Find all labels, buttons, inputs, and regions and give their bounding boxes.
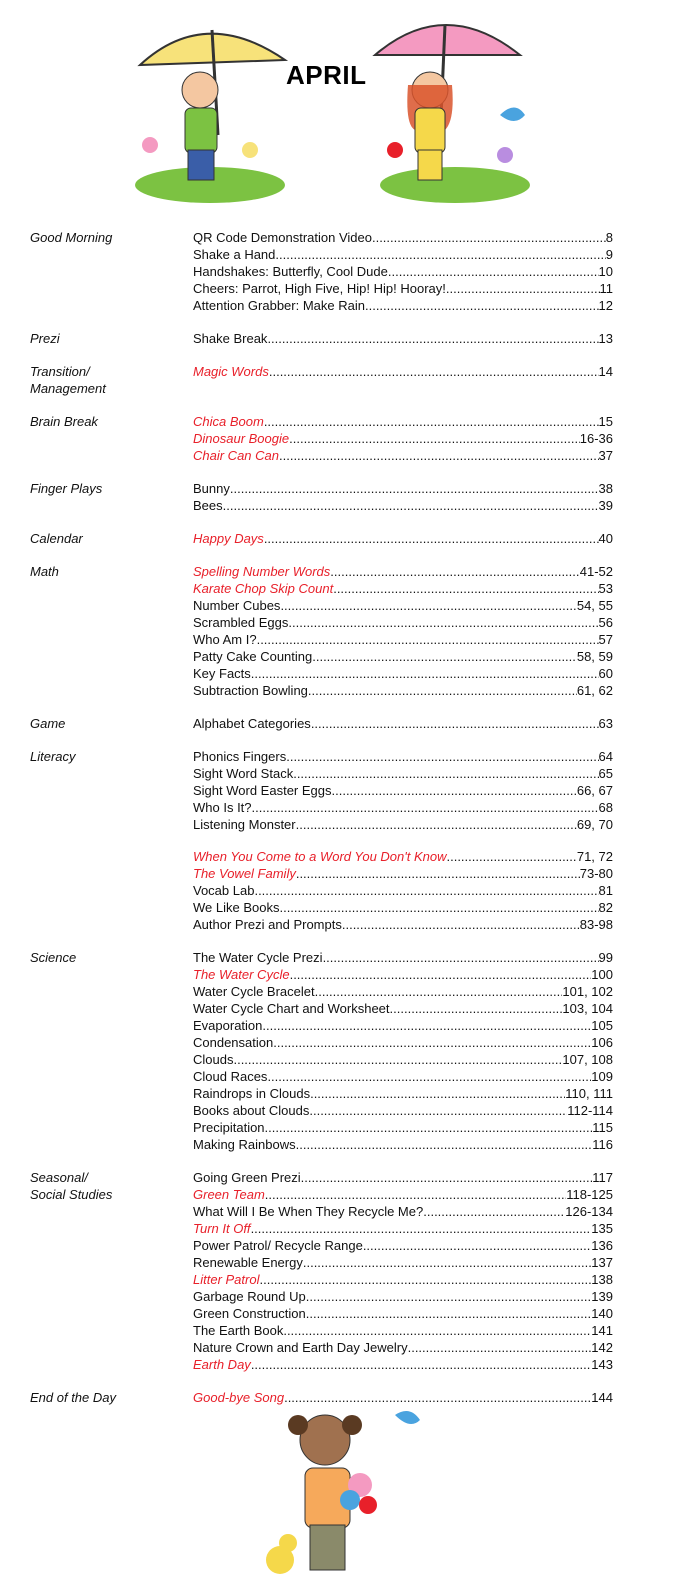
entry-page: 64 [598, 749, 613, 764]
entry-page: 82 [598, 900, 613, 915]
entry-title: Phonics Fingers [193, 749, 287, 764]
dot-leader [230, 480, 599, 497]
girl-with-flowers-illustration [250, 1400, 430, 1582]
entry-page: 16-36 [579, 431, 613, 446]
entry-title: Raindrops in Clouds [193, 1086, 311, 1101]
entry-page: 66, 67 [576, 783, 613, 798]
entry-page: 101, 102 [562, 984, 613, 999]
toc-entry [193, 530, 613, 547]
toc-entry [193, 447, 613, 464]
entry-page: 37 [598, 448, 613, 463]
entry-page: 100 [591, 967, 613, 982]
entry-title: Condensation [193, 1035, 274, 1050]
entry-title: Scrambled Eggs [193, 615, 289, 630]
dot-leader [279, 447, 599, 464]
entry-page: 65 [598, 766, 613, 781]
dot-leader [251, 665, 599, 682]
entry-title: Attention Grabber: Make Rain [193, 298, 365, 313]
toc-entry [193, 263, 613, 280]
dot-leader [446, 848, 576, 865]
entry-page: 109 [591, 1069, 613, 1084]
entry-title: Bees [193, 498, 223, 513]
entry-page: 135 [591, 1221, 613, 1236]
dot-leader [275, 246, 605, 263]
entry-title: Bunny [193, 481, 230, 496]
toc-entry [193, 949, 613, 966]
section-items [193, 563, 613, 699]
toc-entry [193, 280, 613, 297]
toc-entry [193, 430, 613, 447]
entry-title: Earth Day [193, 1357, 251, 1372]
toc-entry [193, 497, 613, 514]
entry-title: Renewable Energy [193, 1255, 303, 1270]
entry-page: 12 [598, 298, 613, 313]
entry-title: Making Rainbows [193, 1137, 296, 1152]
dot-leader [288, 614, 598, 631]
toc-entry [193, 229, 613, 246]
entry-page: 140 [591, 1306, 613, 1321]
dot-leader [273, 1034, 591, 1051]
dot-leader [423, 1203, 565, 1220]
toc-entry [193, 246, 613, 263]
page-title: APRIL [286, 60, 367, 90]
toc-entry [193, 1119, 613, 1136]
toc-entry [193, 631, 613, 648]
toc-entry [193, 648, 613, 665]
entry-page: 8 [605, 230, 613, 245]
dot-leader [283, 1322, 591, 1339]
entry-page: 9 [605, 247, 613, 262]
dot-leader [264, 530, 599, 547]
entry-title: Cheers: Parrot, High Five, Hip! Hip! Hooray! [193, 281, 446, 296]
entry-page: 40 [598, 531, 613, 546]
dot-leader [315, 983, 563, 1000]
toc-section [30, 1169, 620, 1373]
entry-page: 15 [598, 414, 613, 429]
dot-leader [312, 648, 577, 665]
dot-leader [289, 430, 580, 447]
entry-title: What Will I Be When They Recycle Me? [193, 1204, 424, 1219]
dot-leader [259, 1271, 591, 1288]
section-label: Calendar [30, 531, 83, 546]
toc-entry [193, 1169, 613, 1186]
entry-page: 56 [598, 615, 613, 630]
dot-leader [254, 882, 598, 899]
section-label: Good Morning [30, 230, 113, 245]
toc-section [30, 715, 620, 732]
entry-title: Magic Words [193, 364, 269, 379]
entry-title: Cloud Races [193, 1069, 268, 1084]
entry-page: 99 [598, 950, 613, 965]
entry-page: 61, 62 [576, 683, 613, 698]
toc-entry [193, 614, 613, 631]
toc-entry [193, 983, 613, 1000]
section-label: Science [30, 950, 77, 965]
toc-section [30, 949, 620, 1153]
entry-page: 73-80 [579, 866, 613, 881]
dot-leader [293, 765, 598, 782]
dot-leader [301, 1169, 593, 1186]
section-items [193, 748, 613, 933]
entry-page: 58, 59 [576, 649, 613, 664]
toc-entry [193, 1051, 613, 1068]
entry-title: Handshakes: Butterfly, Cool Dude [193, 264, 388, 279]
toc-entry [193, 1305, 613, 1322]
dot-leader [290, 966, 592, 983]
entry-title: The Earth Book [193, 1323, 284, 1338]
entry-title: Listening Monster [193, 817, 296, 832]
dot-leader [286, 748, 598, 765]
dot-leader [388, 263, 599, 280]
dot-leader [296, 865, 580, 882]
toc-entry [193, 480, 613, 497]
dot-leader [280, 597, 576, 614]
entry-title: Precipitation [193, 1120, 265, 1135]
toc-entry [193, 297, 613, 314]
toc-section [30, 413, 620, 464]
entry-page: 126-134 [565, 1204, 613, 1219]
section-label: Math [30, 564, 59, 579]
entry-page: 71, 72 [576, 849, 613, 864]
toc-entry [193, 1186, 613, 1203]
toc-entry [193, 782, 613, 799]
toc-section [30, 530, 620, 547]
toc-entry [193, 1339, 613, 1356]
entry-title: The Vowel Family [193, 866, 296, 881]
toc-entry [193, 580, 613, 597]
toc-entry [193, 1254, 613, 1271]
entry-title: Spelling Number Words [193, 564, 331, 579]
entry-title: Alphabet Categories [193, 716, 311, 731]
entry-title: The Water Cycle [193, 967, 290, 982]
dot-leader [311, 715, 599, 732]
dot-leader [306, 1288, 592, 1305]
toc-entry [193, 413, 613, 430]
entry-page: 60 [598, 666, 613, 681]
entry-title: Who Is It? [193, 800, 252, 815]
toc-entry [193, 665, 613, 682]
section-items [193, 715, 613, 732]
entry-page: 83-98 [579, 917, 613, 932]
entry-title: Sight Word Stack [193, 766, 294, 781]
dot-leader [265, 1186, 566, 1203]
section-items [193, 1169, 613, 1373]
dot-leader [372, 229, 606, 246]
toc-entry [193, 1000, 613, 1017]
toc-entry [193, 966, 613, 983]
toc-entry [193, 848, 613, 865]
toc-entry [193, 1356, 613, 1373]
toc-entry [193, 1068, 613, 1085]
section-label: Prezi [30, 331, 60, 346]
toc-entry [193, 1136, 613, 1153]
entry-page: 141 [591, 1323, 613, 1338]
toc-entry [193, 799, 613, 816]
entry-title: Patty Cake Counting [193, 649, 313, 664]
toc-entry [193, 748, 613, 765]
entry-page: 14 [598, 364, 613, 379]
footer-illustration [250, 1400, 430, 1582]
entry-page: 105 [591, 1018, 613, 1033]
kids-with-umbrellas-illustration [0, 0, 674, 215]
dot-leader [332, 782, 577, 799]
section-items [193, 949, 613, 1153]
dot-leader [251, 1220, 592, 1237]
entry-title: Vocab Lab [193, 883, 255, 898]
toc-entry [193, 865, 613, 882]
dot-leader [365, 297, 599, 314]
entry-page: 142 [591, 1340, 613, 1355]
entry-title: The Water Cycle Prezi [193, 950, 323, 965]
toc-section [30, 563, 620, 699]
entry-page: 63 [598, 716, 613, 731]
dot-leader [267, 330, 598, 347]
toc-entry [193, 715, 613, 732]
entry-page: 110, 111 [565, 1086, 613, 1101]
header-illustration [0, 0, 674, 215]
entry-page: 112-114 [567, 1103, 613, 1118]
toc-entry [193, 1288, 613, 1305]
dot-leader [269, 363, 599, 380]
toc-section [30, 229, 620, 314]
entry-page: 103, 104 [562, 1001, 613, 1016]
toc-entry [193, 1203, 613, 1220]
entry-title: Author Prezi and Prompts [193, 917, 342, 932]
entry-page: 68 [598, 800, 613, 815]
dot-leader [330, 563, 579, 580]
toc-entry [193, 330, 613, 347]
entry-title: Shake a Hand [193, 247, 276, 262]
entry-title: Shake Break [193, 331, 268, 346]
toc-entry [193, 597, 613, 614]
entry-title: Power Patrol/ Recycle Range [193, 1238, 363, 1253]
entry-page: 107, 108 [562, 1052, 613, 1067]
entry-page: 117 [592, 1170, 613, 1185]
dot-leader [265, 1119, 593, 1136]
toc-section [30, 748, 620, 933]
entry-title: Good-bye Song [193, 1390, 285, 1405]
entry-title: We Like Books [193, 900, 280, 915]
toc-entry [193, 1220, 613, 1237]
entry-page: 69, 70 [576, 817, 613, 832]
toc-entry [193, 363, 613, 380]
entry-page: 57 [598, 632, 613, 647]
dot-leader [323, 949, 599, 966]
toc-entry [193, 1034, 613, 1051]
entry-title: Turn It Off [193, 1221, 251, 1236]
entry-page: 144 [591, 1390, 613, 1405]
entry-title: When You Come to a Word You Don't Know [193, 849, 447, 864]
toc-entry [193, 882, 613, 899]
entry-title: QR Code Demonstration Video [193, 230, 372, 245]
entry-page: 41-52 [579, 564, 613, 579]
toc-section [30, 363, 620, 397]
section-label: Brain Break [30, 414, 98, 429]
toc-entry [193, 1271, 613, 1288]
toc-entry [193, 563, 613, 580]
section-label: Game [30, 716, 66, 731]
toc-entry [193, 1085, 613, 1102]
entry-page: 106 [591, 1035, 613, 1050]
entry-page: 10 [598, 264, 613, 279]
dot-leader [310, 1085, 565, 1102]
entry-page: 13 [598, 331, 613, 346]
toc-entry [193, 899, 613, 916]
section-items [193, 229, 613, 314]
entry-page: 53 [598, 581, 613, 596]
entry-title: Green Team [193, 1187, 265, 1202]
dot-leader [252, 799, 599, 816]
dot-leader [306, 1305, 592, 1322]
entry-title: Key Facts [193, 666, 251, 681]
section-label: Finger Plays [30, 481, 103, 496]
section-label: Literacy [30, 749, 76, 764]
entry-title: Clouds [193, 1052, 234, 1067]
entry-title: Happy Days [193, 531, 264, 546]
toc-entry [193, 682, 613, 699]
entry-title: Water Cycle Chart and Worksheet [193, 1001, 390, 1016]
entry-title: Garbage Round Up [193, 1289, 306, 1304]
entry-title: Litter Patrol [193, 1272, 260, 1287]
section-items [193, 413, 613, 464]
dot-leader [408, 1339, 592, 1356]
dot-leader [390, 1000, 563, 1017]
entry-title: Nature Crown and Earth Day Jewelry [193, 1340, 408, 1355]
dot-leader [303, 1254, 591, 1271]
entry-title: Sight Word Easter Eggs [193, 783, 332, 798]
entry-title: Books about Clouds [193, 1103, 310, 1118]
dot-leader [257, 631, 599, 648]
toc-entry [193, 1322, 613, 1339]
entry-title: Subtraction Bowling [193, 683, 308, 698]
section-items [193, 363, 613, 397]
section-label: Seasonal/ Social Studies [30, 1170, 113, 1202]
toc-entry [193, 765, 613, 782]
entry-page: 38 [598, 481, 613, 496]
entry-title: Number Cubes [193, 598, 281, 613]
entry-page: 136 [591, 1238, 613, 1253]
entry-page: 116 [592, 1137, 613, 1152]
toc-entry [193, 1102, 613, 1119]
dot-leader [308, 682, 577, 699]
section-label: End of the Day [30, 1390, 116, 1405]
dot-leader [296, 1136, 593, 1153]
section-label: Transition/ Management [30, 364, 106, 396]
dot-leader [267, 1068, 591, 1085]
entry-page: 138 [591, 1272, 613, 1287]
entry-page: 143 [591, 1357, 613, 1372]
dot-leader [279, 899, 598, 916]
dot-leader [251, 1356, 591, 1373]
spacer [193, 833, 613, 848]
entry-title: Dinosaur Boogie [193, 431, 290, 446]
dot-leader [363, 1237, 591, 1254]
dot-leader [446, 280, 600, 297]
entry-title: Chair Can Can [193, 448, 279, 463]
entry-title: Green Construction [193, 1306, 306, 1321]
dot-leader [262, 1017, 591, 1034]
entry-title: Karate Chop Skip Count [193, 581, 334, 596]
entry-page: 54, 55 [576, 598, 613, 613]
section-items [193, 530, 613, 547]
dot-leader [342, 916, 580, 933]
entry-page: 118-125 [566, 1187, 613, 1202]
entry-page: 11 [599, 281, 613, 296]
toc-entry [193, 1017, 613, 1034]
entry-title: Chica Boom [193, 414, 264, 429]
entry-title: Water Cycle Bracelet [193, 984, 315, 999]
toc-entry [193, 1237, 613, 1254]
dot-leader [264, 413, 599, 430]
dot-leader [233, 1051, 562, 1068]
toc-entry [193, 916, 613, 933]
toc-section [30, 330, 620, 347]
section-items [193, 480, 613, 514]
section-items [193, 330, 613, 347]
entry-page: 137 [591, 1255, 613, 1270]
dot-leader [333, 580, 598, 597]
dot-leader [223, 497, 599, 514]
entry-title: Who Am I? [193, 632, 257, 647]
dot-leader [309, 1102, 567, 1119]
toc-entry [193, 816, 613, 833]
entry-page: 115 [592, 1120, 613, 1135]
toc-section [30, 480, 620, 514]
entry-title: Evaporation [193, 1018, 263, 1033]
entry-page: 139 [591, 1289, 613, 1304]
table-of-contents [30, 229, 620, 1422]
entry-title: Going Green Prezi [193, 1170, 301, 1185]
dot-leader [296, 816, 577, 833]
entry-page: 81 [598, 883, 613, 898]
entry-page: 39 [598, 498, 613, 513]
